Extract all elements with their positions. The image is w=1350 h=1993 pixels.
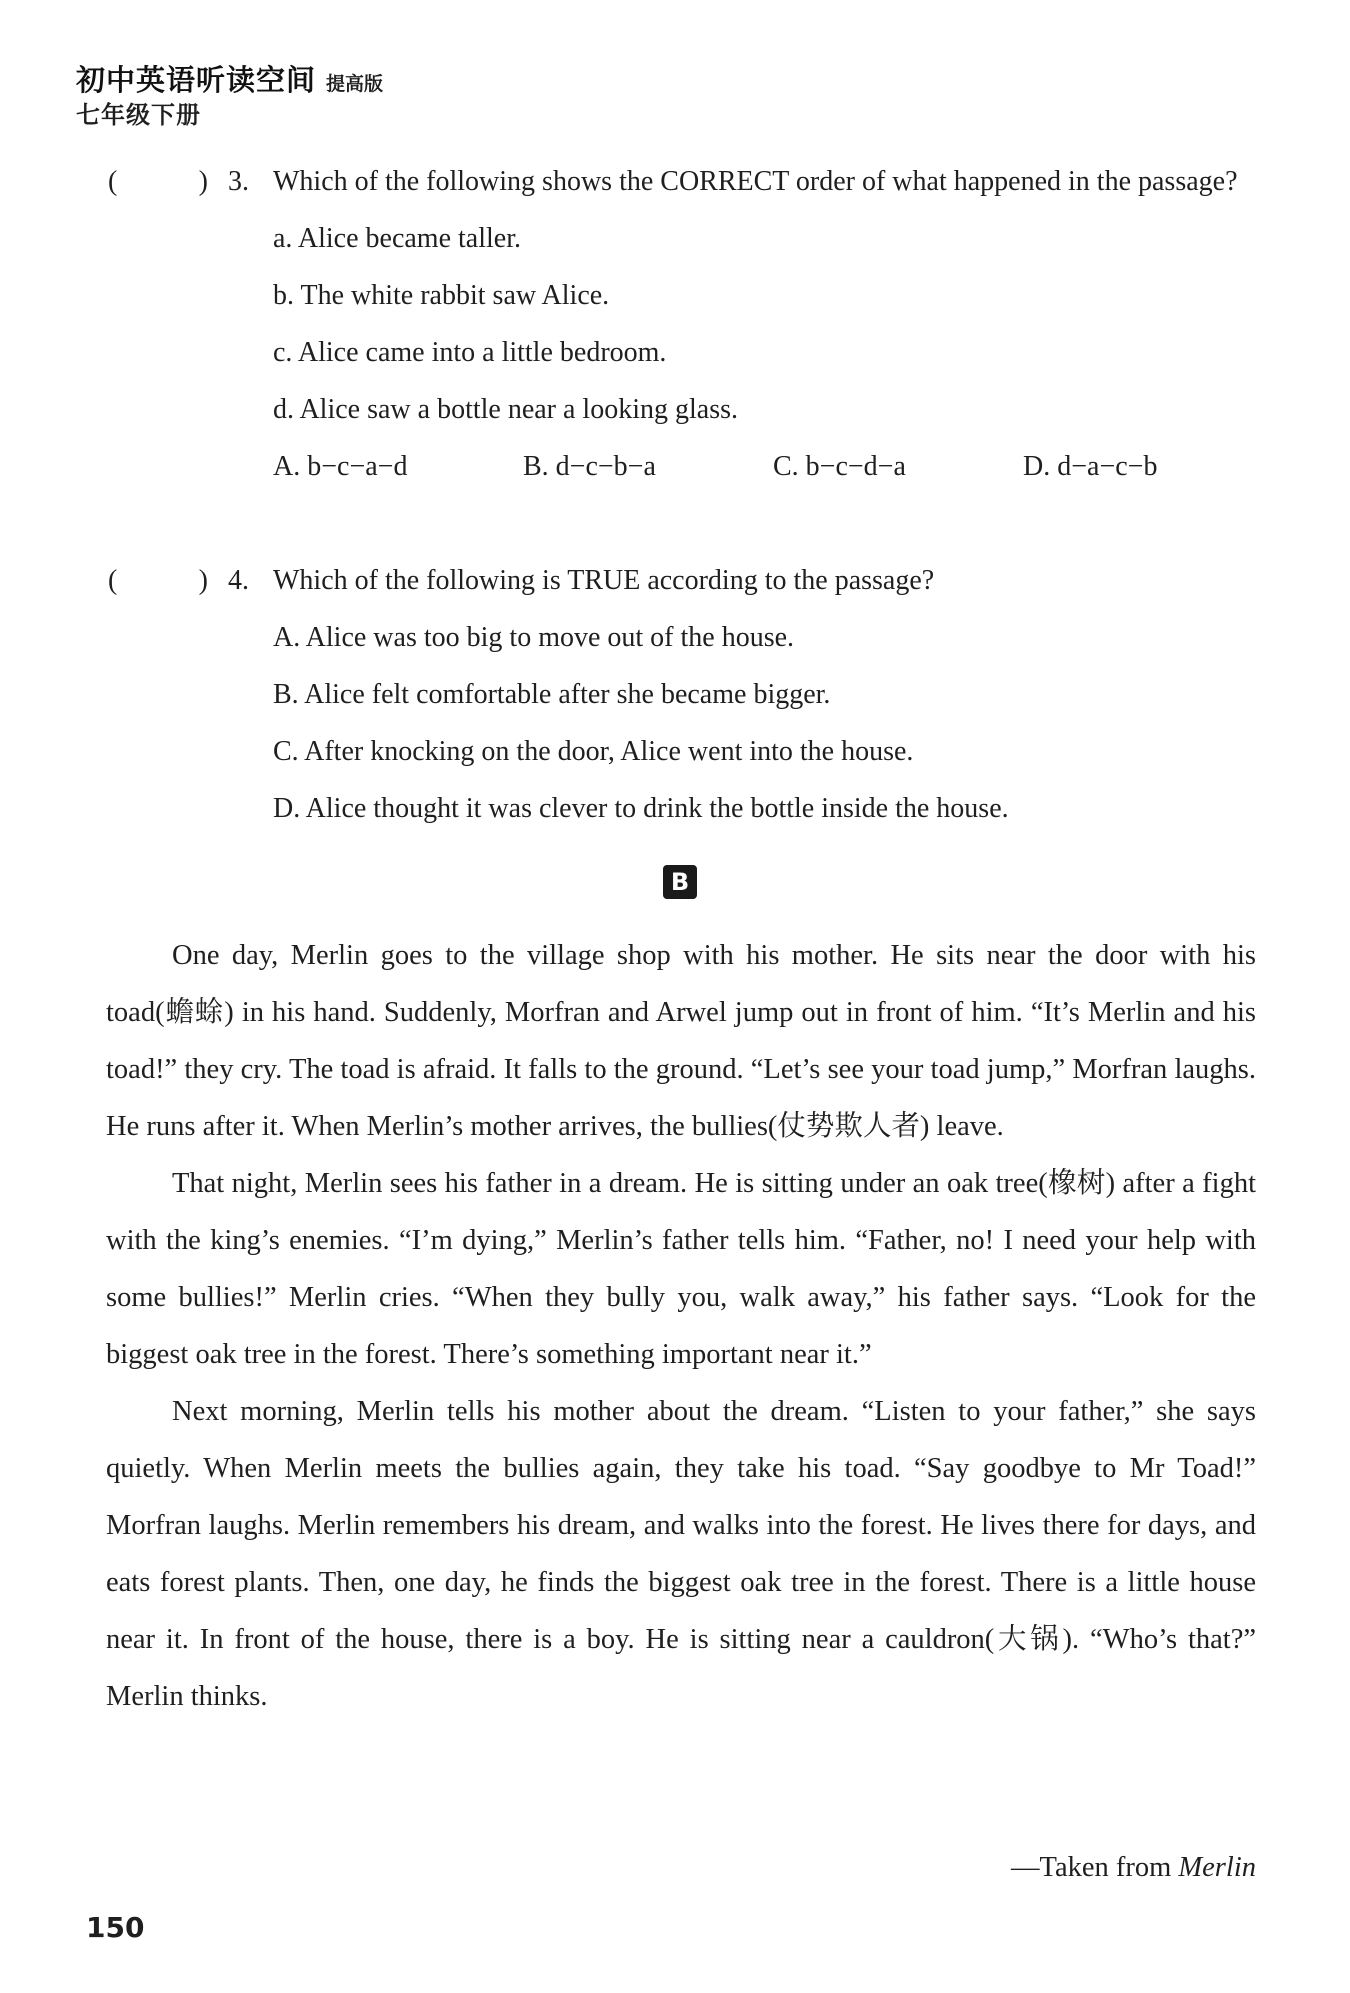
source-prefix: —Taken from [1011, 1852, 1179, 1883]
question-number: 3. [228, 166, 249, 197]
event-item-d: d. Alice saw a bottle near a looking glass. [273, 394, 738, 425]
option-d: D. d−a−c−b [1023, 451, 1158, 482]
section-b-badge: B [663, 865, 697, 899]
passage-paragraph-2: That night, Merlin sees his father in a dream. He is sitting under an oak tree(橡树) after a fight with the king’s enemies. “I’m dying,” Merlin’s father tells him. “Father, no! I need your help with some bullies!” Merlin cries. “When they bully you, walk away,” his father says. “Look for the biggest oak tree in the forest. There’s something important near it.” [106, 1168, 1256, 1370]
option-a: A. b−c−a−d [273, 451, 408, 482]
source-title: Merlin [1178, 1852, 1256, 1883]
answer-paren-close: ) [198, 166, 208, 197]
event-item-b: b. The white rabbit saw Alice. [273, 280, 610, 311]
answer-paren-open: ( [108, 166, 118, 197]
page-number: 150 [86, 1911, 145, 1944]
event-item-a: a. Alice became taller. [273, 223, 521, 254]
passage-source [1011, 1839, 1256, 1896]
option-b: B. Alice felt comfortable after she became bigger. [273, 679, 831, 710]
question-stem: Which of the following is TRUE according to the passage? [273, 565, 935, 596]
option-d: D. Alice thought it was clever to drink the bottle inside the house. [273, 793, 1009, 824]
option-c: C. b−c−d−a [773, 451, 906, 482]
answer-blank[interactable] [108, 552, 208, 609]
answer-paren-close: ) [198, 565, 208, 596]
book-title-line [76, 62, 383, 98]
event-item-c: c. Alice came into a little bedroom. [273, 337, 667, 368]
running-header [76, 62, 383, 132]
question-4 [108, 552, 1258, 837]
question-number: 4. [228, 565, 249, 596]
passage-paragraph-3: Next morning, Merlin tells his mother about the dream. “Listen to your father,” she says quietly. When Merlin meets the bullies again, they take his toad. “Say goodbye to Mr Toad!” Morfran laughs. Merlin remembers his dream, and walks into the forest. He lives there for days, and eats forest plants. Then, one day, he finds the biggest oak tree in the forest. There is a little house near it. In front of the house, there is a boy. He is sitting near a cauldron(大锅). “Who’s that?” Merlin thinks. [106, 1396, 1256, 1712]
answer-blank[interactable] [108, 153, 208, 210]
book-grade: 七年级下册 [76, 101, 201, 129]
option-c: C. After knocking on the door, Alice went into the house. [273, 736, 914, 767]
passage-paragraph-1: One day, Merlin goes to the village shop with his mother. He sits near the door with his toad(蟾蜍) in his hand. Suddenly, Morfran and Arwel jump out in front of him. “It’s Merlin and his toad!” they cry. The toad is afraid. It falls to the ground. “Let’s see your toad jump,” Morfran laughs. He runs after it. When Merlin’s mother arrives, the bullies(仗势欺人者) leave. [106, 940, 1256, 1142]
question-stem: Which of the following shows the CORRECT order of what happened in the passage? [273, 166, 1238, 197]
option-b: B. d−c−b−a [523, 451, 656, 482]
reading-passage [106, 927, 1256, 1725]
answer-paren-open: ( [108, 565, 118, 596]
question-3 [108, 153, 1258, 495]
book-edition: 提高版 [326, 73, 384, 95]
book-title: 初中英语听读空间 [76, 63, 317, 97]
option-a: A. Alice was too big to move out of the house. [273, 622, 795, 653]
answer-options [273, 438, 1258, 495]
